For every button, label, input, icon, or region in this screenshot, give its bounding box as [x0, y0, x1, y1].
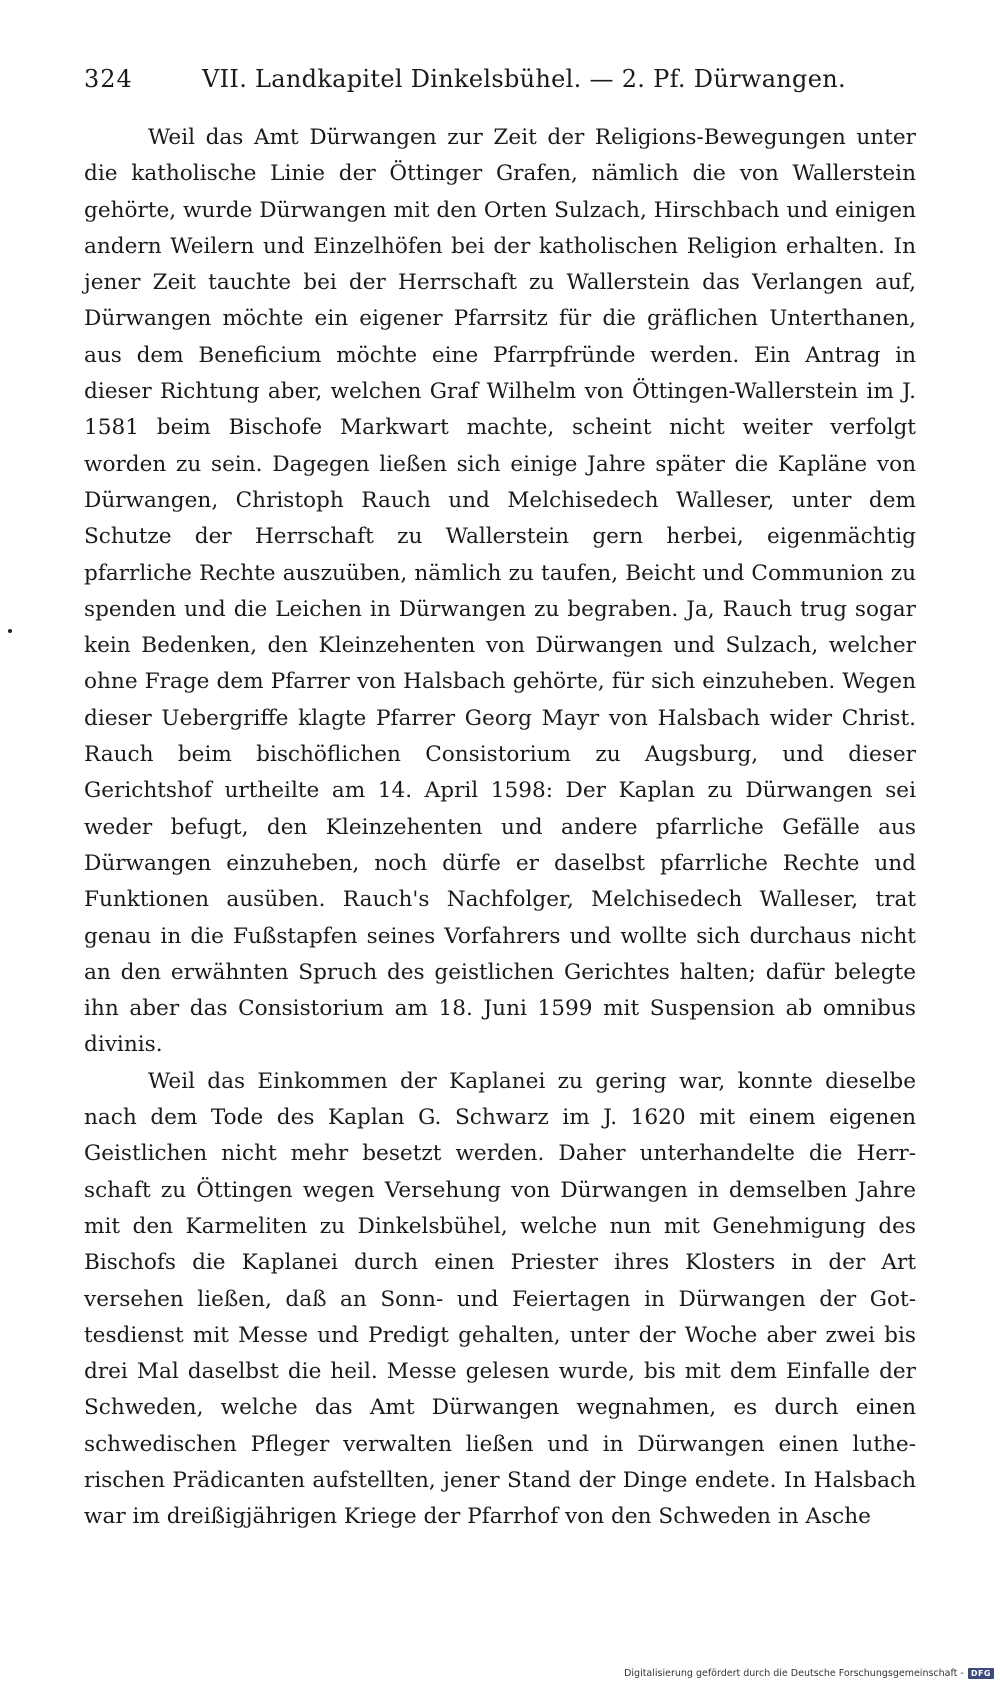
scan-speck — [8, 629, 12, 633]
body-text — [84, 120, 916, 1536]
paragraph: Weil das Einkommen der Kaplanei zu gering war, konnte dieselbe nach dem Tode des Kaplan G. Schwarz im J. 1620 mit einem eigenen Geistlichen nicht mehr besetzt werden. Daher unterhandelte die Herrschaft zu Öttingen wegen Versehung von Dürwangen in demselben Jahre mit den Karmeliten zu Dinkelsbühel, welche nun mit Genehmigung des Bischofs die Kaplanei durch einen Priester ihres Klosters in der Art versehen ließen, daß an Sonn- und Feiertagen in Dürwangen der Gottesdienst mit Messe und Predigt gehalten, unter der Woche aber zwei bis drei Mal daselbst die heil. Messe gelesen wurde, bis mit dem Einfalle der Schweden, welche das Amt Dürwangen wegnahmen, es durch einen schwedischen Pfleger verwalten ließen und in Dürwangen einen lutherischen Prädicanten aufstellten, jener Stand der Dinge endete. In Halsbach war im dreißigjährigen Kriege der Pfarrhof von den Schweden in Asche — [84, 1068, 916, 1530]
book-page — [84, 0, 916, 1687]
digitization-credit — [624, 1665, 994, 1681]
credit-text: Digitalisierung gefördert durch die Deutsche Forschungsgemeinschaft - — [624, 1667, 964, 1679]
running-head — [84, 62, 916, 96]
page-number: 324 — [84, 65, 133, 93]
dfg-logo: DFG — [968, 1668, 994, 1679]
paragraph: Weil das Amt Dürwangen zur Zeit der Religions-Bewegungen unter die katholische Linie der Öttinger Grafen, nämlich die von Wallerstein gehörte, wurde Dürwangen mit den Orten Sulzach, Hirschbach und einigen andern Weilern und Einzelhöfen bei der katholischen Religion erhalten. In jener Zeit tauchte bei der Herrschaft zu Wallerstein das Verlangen auf, Dürwangen möchte ein eigener Pfarrsitz für die gräflichen Unterthanen, aus dem Beneficium möchte eine Pfarrpfründe werden. Ein Antrag in dieser Richtung aber, welchen Graf Wilhelm von Öttingen-Wallerstein im J. 1581 beim Bischofe Markwart machte, scheint nicht weiter verfolgt worden zu sein. Dagegen ließen sich einige Jahre später die Kapläne von Dürwangen, Christoph Rauch und Melchisedech Walleser, unter dem Schutze der Herrschaft zu Wallerstein gern herbei, eigenmächtig pfarrliche Rechte auszuüben, nämlich zu taufen, Beicht und Communion zu spenden und die Leichen in Dürwangen zu begraben. Ja, Rauch trug sogar kein Bedenken, den Kleinzehenten von Dürwangen und Sulzach, welcher ohne Frage dem Pfarrer von Halsbach gehörte, für sich einzuheben. Wegen dieser Uebergriffe klagte Pfarrer Georg Mayr von Halsbach wider Christ. Rauch beim bischöflichen Consistorium zu Augsburg, und dieser Gerichtshof urtheilte am 14. April 1598: Der Kaplan zu Dürwangen sei weder befugt, den Kleinzehenten und andere pfarrliche Gefälle aus Dürwangen einzuheben, noch dürfe er daselbst pfarrliche Rechte und Funktionen ausüben. Rauch's Nachfolger, Melchisedech Walleser, trat genau in die Fußstapfen seines Vorfahrers und wollte sich durchaus nicht an den erwähnten Spruch des geistlichen Gerichtes halten; dafür belegte ihn aber das Consistorium am 18. Juni 1599 mit Suspension ab omnibus divinis. — [84, 125, 916, 1058]
running-head-title: VII. Landkapitel Dinkelsbühel. — 2. Pf. Dürwangen. — [202, 65, 846, 93]
